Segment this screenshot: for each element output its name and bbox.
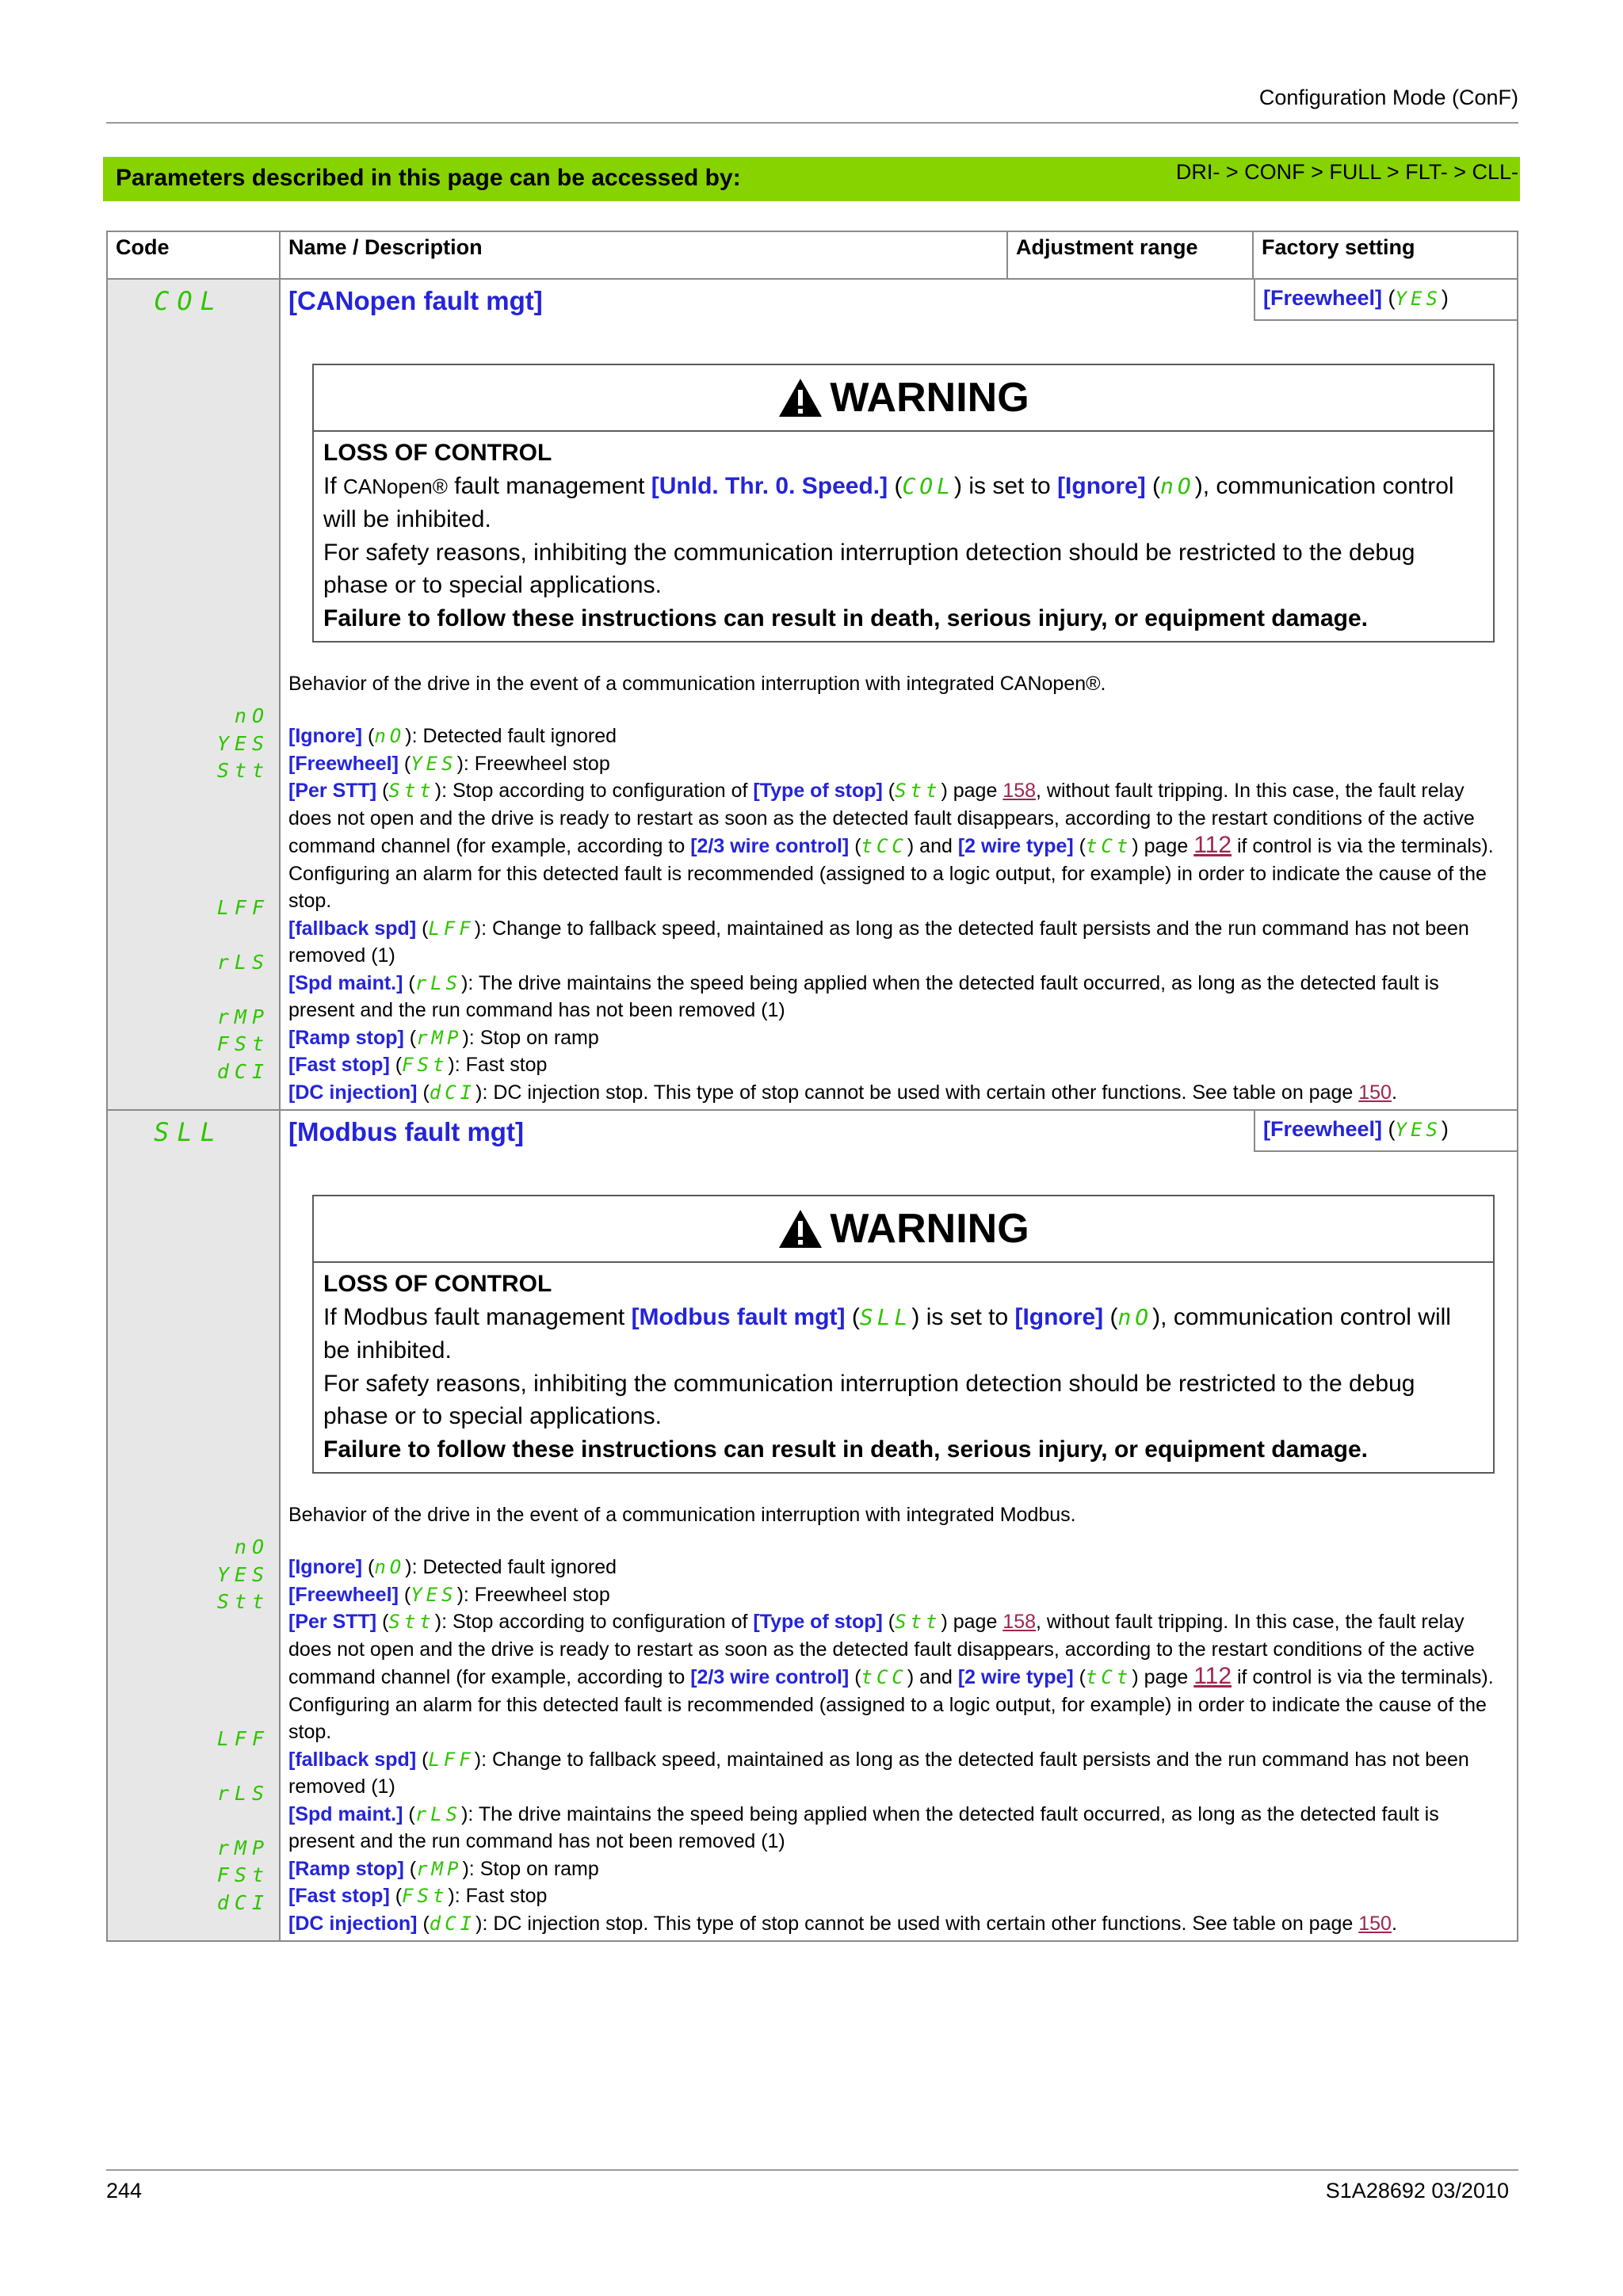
option-code-lff: LFF bbox=[216, 1726, 269, 1750]
warning-heading-text: WARNING bbox=[830, 1206, 1029, 1252]
option-yes: [Freewheel] (YES): Freewheel stop bbox=[288, 1583, 610, 1606]
option-code-dci: dCI bbox=[216, 1890, 269, 1914]
warning-param-code: COL bbox=[902, 472, 955, 499]
code-cell bbox=[107, 1110, 280, 1941]
warning-text: fault management bbox=[447, 472, 651, 499]
warning-brand: CANopen® bbox=[343, 474, 448, 498]
param-code: SLL bbox=[154, 1117, 223, 1147]
option-dci: [DC injection] (dCI): DC injection stop. This type of stop cannot be used with certain other functions. See table on page 150. bbox=[288, 1081, 1397, 1104]
warning-heading bbox=[314, 365, 1493, 432]
factory-code: YES bbox=[1395, 1119, 1442, 1141]
option-ref-code: Stt bbox=[895, 1611, 941, 1633]
option-label: [Freewheel] bbox=[288, 1583, 399, 1606]
code-cell bbox=[107, 279, 280, 1110]
option-code: rMP bbox=[416, 1026, 463, 1049]
code-spacer bbox=[108, 316, 269, 703]
option-desc: and bbox=[914, 835, 958, 857]
warning-triangle-icon bbox=[777, 1208, 823, 1249]
option-ref-code: tCC bbox=[861, 1666, 907, 1688]
option-label: [Ignore] bbox=[288, 1556, 363, 1578]
warning-value: [Ignore] bbox=[1057, 472, 1146, 499]
option-ref: [2/3 wire control] bbox=[690, 1666, 850, 1688]
warning-paragraph-2: For safety reasons, inhibiting the communication interruption detection should be restricted to the debug phase or to special applications. bbox=[323, 1370, 1415, 1429]
page-link-150[interactable]: 150 bbox=[1358, 1081, 1392, 1104]
footer-divider bbox=[106, 2169, 1518, 2171]
option-ref-code: tCt bbox=[1085, 1666, 1132, 1688]
option-code: Stt bbox=[388, 1611, 435, 1633]
option-label: [Spd maint.] bbox=[288, 1802, 403, 1825]
option-label: [DC injection] bbox=[288, 1081, 418, 1104]
access-path: DRI- > CONF > FULL > FLT- > CLL- bbox=[1175, 160, 1518, 184]
option-label: [fallback spd] bbox=[288, 917, 417, 940]
option-yes: [Freewheel] (YES): Freewheel stop bbox=[288, 752, 610, 775]
warning-heading bbox=[314, 1196, 1493, 1263]
option-ref: [2/3 wire control] bbox=[690, 835, 850, 857]
option-desc: . bbox=[1391, 1081, 1397, 1104]
option-stt: [Per STT] (Stt): Stop according to configuration of [Type of stop] (Stt) page 158, without fault tripping. In this case, the fault relay does not open and the drive is ready to restart as soon as the detected fault disappears, according to the restart conditions of the active command channel (for example, according to [2/3 wire control] (tCC) and [2 wire type] (tCt) page 112 if control is via the terminals). Configuring an alarm for this detected fault is recommended (assigned to a logic output, for example) in order to indicate the cause of the stop. bbox=[288, 1611, 1494, 1743]
option-code-rls: rLS bbox=[216, 950, 269, 974]
warning-heading-text: WARNING bbox=[830, 375, 1029, 421]
option-code-fst: FSt bbox=[216, 1032, 269, 1055]
option-desc: if control is via the terminals). Configuring an alarm for this detected fault is recommended (assigned to a logic output, for example) in order to indicate the cause of the stop. bbox=[288, 1666, 1494, 1743]
option-code-no: nO bbox=[234, 1535, 269, 1558]
warning-text: , communication control will be inhibited. bbox=[323, 1303, 1451, 1363]
param-head bbox=[281, 280, 1517, 321]
access-banner bbox=[103, 157, 1520, 201]
page-link-158[interactable]: 158 bbox=[1002, 780, 1037, 802]
description-cell bbox=[280, 279, 1518, 1110]
option-label: [Fast stop] bbox=[288, 1054, 390, 1076]
param-head bbox=[281, 1111, 1517, 1152]
option-code-fst: FSt bbox=[216, 1863, 269, 1886]
option-desc: : Stop according to configuration of bbox=[441, 1611, 754, 1633]
option-ref: [2 wire type] bbox=[957, 1666, 1074, 1688]
param-name: [Modbus fault mgt] bbox=[288, 1117, 524, 1146]
page-link-158[interactable]: 158 bbox=[1002, 1611, 1037, 1633]
option-code: nO bbox=[374, 1556, 406, 1578]
warning-param-code: SLL bbox=[859, 1303, 912, 1330]
col-header-range: Adjustment range bbox=[1007, 231, 1253, 279]
header-divider bbox=[106, 122, 1518, 124]
factory-label: [Freewheel] bbox=[1263, 286, 1383, 310]
warning-text: is set to bbox=[919, 1303, 1015, 1330]
factory-label: [Freewheel] bbox=[1263, 1117, 1383, 1141]
option-codes bbox=[108, 703, 269, 1089]
option-label: [DC injection] bbox=[288, 1912, 418, 1935]
option-desc: page bbox=[947, 780, 1003, 802]
warning-triangle-icon bbox=[777, 377, 823, 418]
option-code-yes: YES bbox=[216, 731, 269, 755]
option-desc: page bbox=[1138, 835, 1194, 857]
option-code-rmp: rMP bbox=[216, 1005, 269, 1028]
option-desc: : Change to fallback speed, maintained as long as the detected fault persists and the run command has not been removed (1) bbox=[288, 1748, 1469, 1798]
description-cell bbox=[280, 1110, 1518, 1941]
option-lff: [fallback spd] (LFF): Change to fallback speed, maintained as long as the detected fault persists and the run command has not been removed (1) bbox=[288, 1748, 1469, 1798]
option-ref: [2 wire type] bbox=[957, 835, 1074, 857]
warning-box bbox=[312, 1195, 1495, 1474]
option-desc: , without fault tripping. In this case, the fault relay does not open and the drive is ready to restart as soon as the detected fault disappears, according to the restart conditions of the active command channel (for example, according to bbox=[288, 1611, 1475, 1688]
page-number: 244 bbox=[106, 2179, 143, 2203]
option-desc: if control is via the terminals). Configuring an alarm for this detected fault is recommended (assigned to a logic output, for example) in order to indicate the cause of the stop. bbox=[288, 835, 1494, 912]
option-rls: [Spd maint.] (rLS): The drive maintains the speed being applied when the detected fault occurred, as long as the detected fault is present and the run command has not been removed (1) bbox=[288, 971, 1439, 1021]
warning-body bbox=[314, 1263, 1493, 1472]
page-header-title: Configuration Mode (ConF) bbox=[1258, 86, 1518, 109]
warning-body bbox=[314, 432, 1493, 641]
warning-paragraph-1: If Modbus fault management [Modbus fault mgt] (SLL) is set to [Ignore] (nO), communication control will be inhibited. bbox=[323, 1303, 1451, 1363]
document-reference: S1A28692 03/2010 bbox=[1325, 2179, 1509, 2203]
option-desc: page bbox=[1138, 1666, 1194, 1688]
option-ref: [Type of stop] bbox=[753, 780, 883, 802]
col-header-code: Code bbox=[107, 231, 280, 279]
option-label: [fallback spd] bbox=[288, 1748, 417, 1771]
option-fst: [Fast stop] (FSt): Fast stop bbox=[288, 1054, 548, 1076]
option-code: rMP bbox=[416, 1857, 463, 1880]
warning-paragraph-2: For safety reasons, inhibiting the communication interruption detection should be restricted to the debug phase or to special applications. bbox=[323, 539, 1415, 598]
warning-text: is set to bbox=[962, 472, 1058, 499]
option-code: LFF bbox=[428, 917, 475, 940]
warning-text: , communication control will be inhibited. bbox=[323, 472, 1454, 532]
option-desc: : Freewheel stop bbox=[463, 1583, 610, 1606]
option-dci: [DC injection] (dCI): DC injection stop. This type of stop cannot be used with certain other functions. See table on page 150. bbox=[288, 1912, 1397, 1935]
option-list bbox=[281, 696, 1517, 1109]
option-code-dci: dCI bbox=[216, 1059, 269, 1083]
option-code: YES bbox=[411, 752, 457, 775]
option-code: FSt bbox=[402, 1054, 449, 1076]
option-desc: : DC injection stop. This type of stop cannot be used with certain other functions. See table on page bbox=[482, 1912, 1359, 1935]
option-code: dCI bbox=[429, 1912, 476, 1935]
option-desc: : Stop according to configuration of bbox=[441, 780, 754, 802]
option-code-rls: rLS bbox=[216, 1781, 269, 1805]
option-ref: [Type of stop] bbox=[753, 1611, 883, 1633]
option-code-lff: LFF bbox=[216, 895, 269, 919]
col-header-name: Name / Description bbox=[280, 231, 1007, 279]
option-code-stt: Stt bbox=[216, 1590, 269, 1613]
warning-title: LOSS OF CONTROL bbox=[323, 440, 552, 466]
parameters-table bbox=[106, 231, 1518, 1942]
warning-value: [Ignore] bbox=[1014, 1303, 1104, 1330]
page-link-150[interactable]: 150 bbox=[1358, 1912, 1392, 1935]
option-desc: : Fast stop bbox=[454, 1054, 548, 1076]
behavior-intro: Behavior of the drive in the event of a communication interruption with integrated CANopen®. bbox=[288, 673, 1106, 695]
factory-setting: [Freewheel] (YES) bbox=[1254, 1111, 1518, 1152]
option-code: dCI bbox=[429, 1081, 476, 1104]
option-code-rmp: rMP bbox=[216, 1836, 269, 1859]
option-ref-code: tCt bbox=[1085, 835, 1132, 857]
option-desc: : Stop on ramp bbox=[468, 1026, 599, 1049]
option-lff: [fallback spd] (LFF): Change to fallback speed, maintained as long as the detected fault persists and the run command has not been removed (1) bbox=[288, 917, 1469, 967]
option-code: LFF bbox=[428, 1748, 475, 1771]
param-code: COL bbox=[154, 286, 223, 316]
option-desc: page bbox=[947, 1611, 1003, 1633]
option-desc: : Change to fallback speed, maintained as long as the detected fault persists and the run command has not been removed (1) bbox=[288, 917, 1469, 967]
warning-paragraph-3: Failure to follow these instructions can result in death, serious injury, or equipment damage. bbox=[323, 1436, 1369, 1463]
page-link-112[interactable]: 112 bbox=[1193, 1663, 1232, 1689]
option-fst: [Fast stop] (FSt): Fast stop bbox=[288, 1885, 548, 1907]
option-label: [Fast stop] bbox=[288, 1885, 390, 1907]
option-stt: [Per STT] (Stt): Stop according to configuration of [Type of stop] (Stt) page 158, without fault tripping. In this case, the fault relay does not open and the drive is ready to restart as soon as the detected fault disappears, according to the restart conditions of the active command channel (for example, according to [2/3 wire control] (tCC) and [2 wire type] (tCt) page 112 if control is via the terminals). Configuring an alarm for this detected fault is recommended (assigned to a logic output, for example) in order to indicate the cause of the stop. bbox=[288, 780, 1494, 912]
page-link-112[interactable]: 112 bbox=[1193, 832, 1232, 858]
option-codes bbox=[108, 1534, 269, 1920]
warning-value-code: nO bbox=[1117, 1303, 1153, 1330]
access-label: Parameters described in this page can be accessed by: bbox=[116, 165, 741, 191]
option-label: [Freewheel] bbox=[288, 752, 399, 775]
option-label: [Per STT] bbox=[288, 780, 377, 802]
warning-value-code: nO bbox=[1160, 472, 1195, 499]
option-rmp: [Ramp stop] (rMP): Stop on ramp bbox=[288, 1857, 599, 1880]
option-code: YES bbox=[411, 1583, 457, 1606]
col-header-factory: Factory setting bbox=[1253, 231, 1518, 279]
option-label: [Ignore] bbox=[288, 725, 363, 747]
option-code-stt: Stt bbox=[216, 759, 269, 782]
option-desc: : Detected fault ignored bbox=[411, 1556, 617, 1578]
option-no: [Ignore] (nO): Detected fault ignored bbox=[288, 725, 617, 747]
option-desc: : Stop on ramp bbox=[468, 1857, 599, 1880]
behavior-intro: Behavior of the drive in the event of a communication interruption with integrated Modbus. bbox=[288, 1504, 1076, 1526]
option-rls: [Spd maint.] (rLS): The drive maintains the speed being applied when the detected fault occurred, as long as the detected fault is present and the run command has not been removed (1) bbox=[288, 1802, 1439, 1852]
option-desc: : Fast stop bbox=[454, 1885, 548, 1907]
option-list bbox=[281, 1527, 1517, 1940]
warning-paragraph-3: Failure to follow these instructions can result in death, serious injury, or equipment damage. bbox=[323, 605, 1369, 631]
table-row bbox=[107, 1110, 1518, 1941]
option-desc: : Freewheel stop bbox=[463, 752, 610, 775]
warning-title: LOSS OF CONTROL bbox=[323, 1271, 552, 1297]
option-desc: : Detected fault ignored bbox=[411, 725, 617, 747]
option-ref-code: tCC bbox=[861, 835, 907, 857]
warning-text: If bbox=[323, 472, 344, 499]
code-spacer bbox=[108, 1147, 269, 1534]
option-label: [Ramp stop] bbox=[288, 1026, 404, 1049]
option-code: rLS bbox=[414, 971, 462, 994]
option-label: [Ramp stop] bbox=[288, 1857, 404, 1880]
option-label: [Spd maint.] bbox=[288, 971, 403, 994]
factory-setting: [Freewheel] (YES) bbox=[1254, 280, 1518, 321]
table-row bbox=[107, 279, 1518, 1110]
option-desc: : DC injection stop. This type of stop cannot be used with certain other functions. See table on page bbox=[482, 1081, 1359, 1104]
param-name: [CANopen fault mgt] bbox=[288, 286, 543, 315]
option-code: Stt bbox=[388, 780, 435, 802]
option-desc: : The drive maintains the speed being applied when the detected fault occurred, as long as the detected fault is present and the run command has not been removed (1) bbox=[288, 1802, 1439, 1852]
option-desc: and bbox=[914, 1666, 958, 1688]
option-code-no: nO bbox=[234, 704, 269, 727]
option-code: FSt bbox=[402, 1885, 449, 1907]
warning-box bbox=[312, 364, 1495, 643]
factory-code: YES bbox=[1395, 288, 1442, 310]
option-code: nO bbox=[374, 725, 406, 747]
warning-param-name: [Modbus fault mgt] bbox=[631, 1303, 846, 1330]
option-label: [Per STT] bbox=[288, 1611, 377, 1633]
option-ref-code: Stt bbox=[895, 780, 941, 802]
option-desc: : The drive maintains the speed being applied when the detected fault occurred, as long as the detected fault is present and the run command has not been removed (1) bbox=[288, 971, 1439, 1021]
option-desc: . bbox=[1391, 1912, 1397, 1935]
warning-paragraph-1: If CANopen® fault management [Unld. Thr. 0. Speed.] (COL) is set to [Ignore] (nO), communication control will be inhibited. bbox=[323, 472, 1454, 532]
warning-param-name: [Unld. Thr. 0. Speed.] bbox=[651, 472, 888, 499]
table-header-row bbox=[107, 231, 1518, 279]
option-desc: , without fault tripping. In this case, the fault relay does not open and the drive is ready to restart as soon as the detected fault disappears, according to the restart conditions of the active command channel (for example, according to bbox=[288, 780, 1475, 857]
option-code: rLS bbox=[414, 1802, 462, 1825]
warning-text: If Modbus fault management bbox=[323, 1303, 632, 1330]
option-no: [Ignore] (nO): Detected fault ignored bbox=[288, 1556, 617, 1578]
option-code-yes: YES bbox=[216, 1562, 269, 1586]
option-rmp: [Ramp stop] (rMP): Stop on ramp bbox=[288, 1026, 599, 1049]
